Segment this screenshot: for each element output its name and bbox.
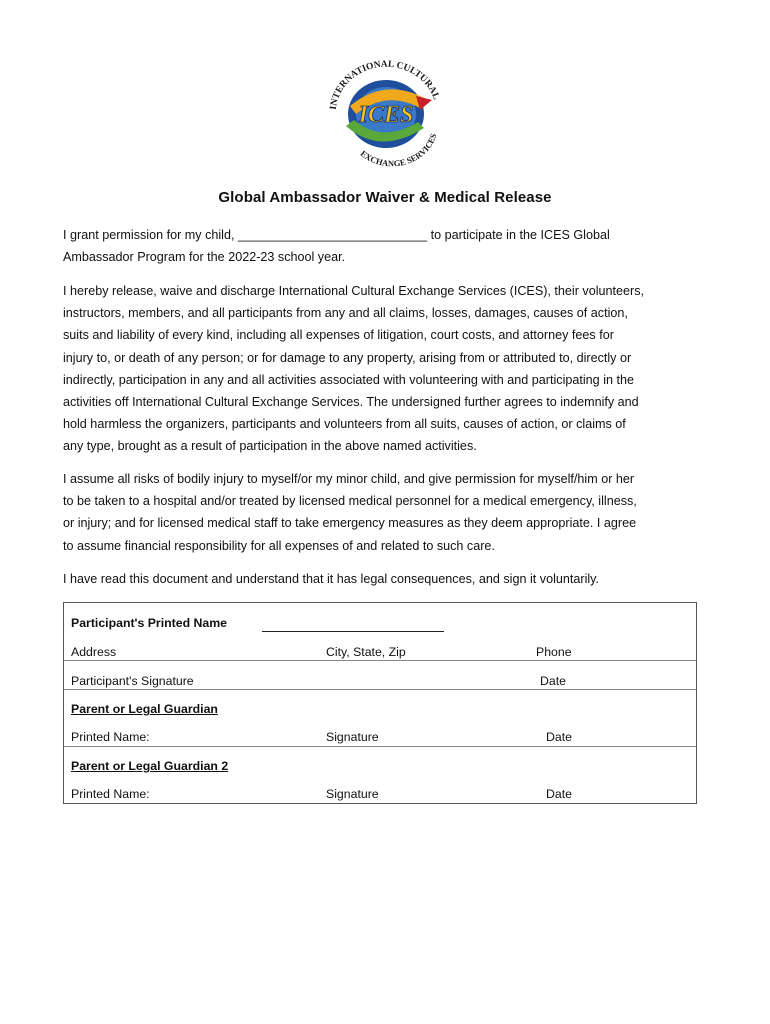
city-state-zip-label: City, State, Zip — [326, 645, 406, 659]
release-line: activities off International Cultural Exchange Services. The undersigned further agrees to indemnify and — [63, 395, 639, 410]
release-line: any type, brought as a result of participation in the above named activities. — [63, 439, 477, 454]
release-paragraph — [63, 280, 713, 458]
guardian2-signature-label: Signature — [326, 787, 379, 801]
divider — [64, 689, 696, 690]
signature-form — [63, 602, 697, 804]
divider — [64, 746, 696, 747]
release-line: instructors, members, and all participants from any and all claims, losses, damages, causes of action, — [63, 306, 628, 321]
ices-logo — [320, 56, 452, 172]
release-line: I hereby release, waive and discharge International Cultural Exchange Services (ICES), their volunteers, — [63, 284, 645, 298]
release-line: indirectly, participation in any and all activities associated with volunteering with and participating in the — [63, 372, 634, 387]
acknowledgement-paragraph: I have read this document and understand that it has legal consequences, and sign it voluntarily. — [63, 572, 600, 586]
phone-label: Phone — [536, 645, 572, 659]
logo-center-text: ICES — [358, 102, 414, 128]
date-label: Date — [546, 787, 572, 801]
participant-name-field[interactable] — [262, 631, 444, 632]
permission-line-1: I grant permission for my child, ___________________________ to participate in the ICES Global — [63, 228, 610, 242]
guardian2-printed-name-label: Printed Name: — [71, 787, 150, 801]
release-line: hold harmless the organizers, participants and volunteers from all suits, causes of action, or claims of — [63, 417, 626, 432]
participant-signature-label: Participant's Signature — [71, 674, 194, 688]
address-label: Address — [71, 645, 117, 659]
medical-paragraph — [63, 468, 713, 557]
permission-line-2: Ambassador Program for the 2022-23 school year. — [63, 250, 346, 265]
guardian2-heading: Parent or Legal Guardian 2 — [71, 759, 229, 773]
divider — [64, 660, 696, 661]
medical-line: I assume all risks of bodily injury to myself/or my minor child, and give permission for myself/him or her — [63, 472, 635, 486]
date-label: Date — [546, 730, 572, 744]
permission-paragraph — [63, 224, 713, 268]
guardian-printed-name-label: Printed Name: — [71, 730, 150, 744]
guardian-signature-label: Signature — [326, 730, 379, 744]
medical-line: to be taken to a hospital and/or treated by licensed medical personnel for a medical emergency, illness, — [63, 494, 637, 509]
participant-name-label: Participant's Printed Name — [71, 616, 227, 630]
medical-line: or injury; and for licensed medical staff to take emergency measures as they deem appropriate. I agree — [63, 516, 637, 531]
release-line: injury to, or death of any person; or for damage to any property, arising from or attributed to, directly or — [63, 350, 632, 365]
document-title: Global Ambassador Waiver & Medical Release — [218, 189, 552, 206]
date-label: Date — [540, 674, 566, 688]
logo-arc-text-bottom: EXCHANGE SERVICES — [358, 132, 439, 169]
release-line: suits and liability of every kind, including all expenses of litigation, court costs, and attorney fees for — [63, 328, 614, 343]
medical-line: to assume financial responsibility for all expenses of and related to such care. — [63, 538, 495, 553]
logo-arc-text-top: INTERNATIONAL CULTURAL — [328, 59, 441, 111]
guardian-heading: Parent or Legal Guardian — [71, 702, 218, 716]
